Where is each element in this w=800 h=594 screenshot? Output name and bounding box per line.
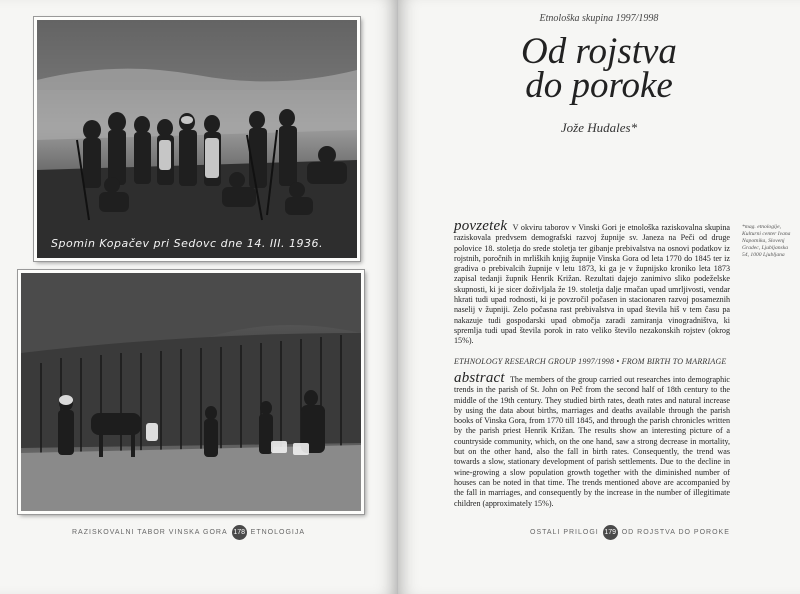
left-page-number: 178 xyxy=(232,525,247,540)
left-footer-section: RAZISKOVALNI TABOR VINSKA GORA xyxy=(72,528,228,536)
group-photo-top xyxy=(34,17,360,261)
summary-lead: povzetek xyxy=(454,218,508,234)
left-footer xyxy=(72,524,305,540)
title-line-1: Od rojstva xyxy=(521,31,677,72)
handwritten-caption: Spomin Kopačev pri Sedovc dne 14. III. 1936. xyxy=(51,237,324,250)
right-page-number: 179 xyxy=(603,525,618,540)
vineyard-photo-bottom xyxy=(18,270,364,514)
left-page xyxy=(0,0,398,594)
right-footer xyxy=(530,524,730,540)
right-footer-section: OSTALI PRILOGI xyxy=(530,528,599,536)
abstract-text: The members of the group carried out researches into demographic trends in the parish of St. John on Peč from the second half of 18th century to the middle of the 19th century. They studied birth rates, death rates and natural increase by using the data about births, marriages and deaths available through the parish books of Vinska Gora, from 1770 till 1845, and through the parish chronicles written by the parish priest Henrik Križan. The results show an interesting picture of a countryside community, which, on the one hand, saw a strong decrease in mortality, but on the other hand, also the fall in birth rates. Consequently, the trend was towards a slow, stationary development of parish settlements. Due to the decline in wine-growing a slow population growth together with the diminished number of houses can be noted in that time. The trends mentioned above are accompanied by the fall in marriages, and consequently by the increase in the number of illegitimate children (approximately 15%). xyxy=(454,375,730,508)
article-author: Jože Hudales* xyxy=(560,120,638,135)
group-photo-illustration xyxy=(37,20,357,258)
title-line-2: do poroke xyxy=(525,65,673,106)
right-page xyxy=(398,0,800,594)
article-title xyxy=(398,31,800,106)
vineyard-photo-illustration xyxy=(21,273,361,511)
abstract-lead: abstract xyxy=(454,370,505,386)
right-footer-subsection: OD ROJSTVA DO POROKE xyxy=(621,528,730,536)
summary-paragraph xyxy=(454,220,730,347)
abstract-paragraph xyxy=(454,372,730,509)
left-footer-subsection: ETNOLOGIJA xyxy=(250,528,305,536)
summary-text: V okviru taborov v Vinski Gori je etnološka raziskovalna skupina raziskovala predvsem demografski razvoj župnije sv. Janeza na Peči od druge polovice 18. stoletja do srede stoletja ter gibanje prebivalstva na osnovi podatkov iz rojstnih, poročnih in mrliških knjig župnije Vinska Gora od leta 1770 do 1845 ter iz gradiva o prebivalcih župnije v letu 1873, ki ga je v župnijsko kroniko leta 1873 zapisal tedanji župnik Henrik Križan. Rezultati dajejo zanimivo sliko podeželske skupnosti, ki je sicer doživljala že 19. stoletja dalje rmačan upad umrljivosti, vendar hkrati tudi upad rodnosti, ki je povzročil počasen in stacionaren razvoj posameznih naselij v župniji. Zelo počasna rast prebivalstva in upad števila hiš v tem času pa nakazuje tudi gospodarski upad območja zaradi zamiranja vinogradništva, ki spremlja tudi upad števila porok in rato veliko število nezakonskih rojstev (okrog 15%). xyxy=(454,223,730,346)
author-affiliation-note: *mag. etnologije, Kulturni center Ivana Napotnika, Slovenj Gradec, Ljubljanska 54, 1000 Ljubljana xyxy=(742,224,791,258)
article-kicker: Etnološka skupina 1997/1998 xyxy=(539,13,659,24)
english-subhead: ETHNOLOGY RESEARCH GROUP 1997/1998 • FROM BIRTH TO MARRIAGE xyxy=(454,357,727,366)
